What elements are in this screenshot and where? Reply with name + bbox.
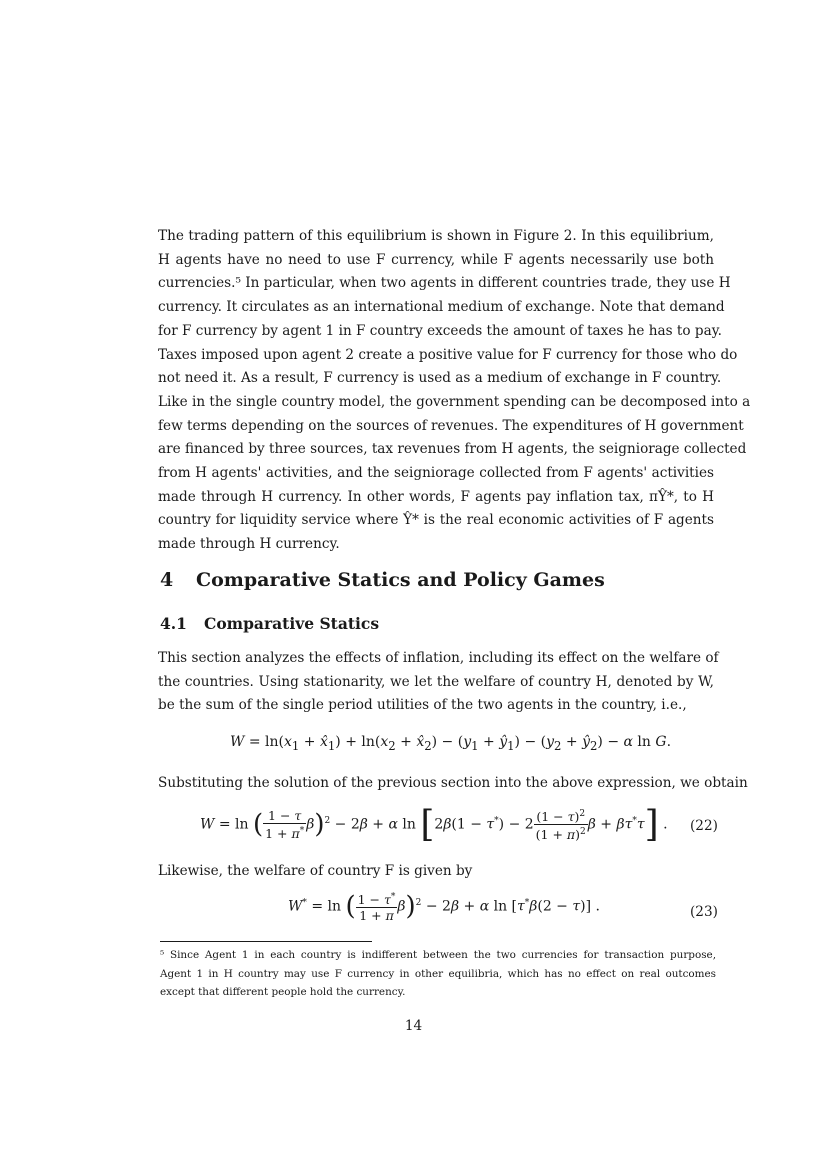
substituting-paragraph: [158, 772, 748, 796]
text-line: be the sum of the single period utilities of the two agents in the country, i.e.,: [158, 697, 687, 714]
likewise-paragraph: [158, 860, 714, 884]
footnote-rule: [160, 941, 372, 942]
text-line: few terms depending on the sources of revenues. The expenditures of H government: [158, 417, 744, 434]
text-line: from H agents' activities, and the seigniorage collected from F agents' activities: [158, 465, 714, 482]
text-line: made through H currency.: [158, 536, 340, 553]
footnote-line: Agent 1 in H country may use F currency in other equilibria, which has no effect on real outcomes: [160, 967, 716, 980]
text-line: made through H currency. In other words, F agents pay inflation tax, πŶ*, to H: [158, 488, 714, 505]
subsection-title: Comparative Statics: [204, 614, 380, 633]
footnote-line: ⁵ Since Agent 1 in each country is indifferent between the two currencies for transaction purpose,: [160, 949, 716, 961]
text-line: not need it. As a result, F currency is used as a medium of exchange in F country.: [158, 370, 722, 387]
subsection-heading: [160, 614, 379, 633]
equation-22: W = ln ( $\frac{1 - \tau}{1 + \pi^*}$ β)$^2$ − 2β + α ln [2β(1 − τ*) − 2 $\frac{(1 - \tau)^2}{(1 + \pi)^2}$ β + βτ*τ] .: [200, 804, 668, 845]
section-number: 4: [160, 569, 174, 591]
page-number: 14: [404, 1018, 423, 1034]
text-line: Taxes imposed upon agent 2 create a positive value for F currency for those who do: [158, 346, 738, 363]
text-line: for F currency by agent 1 in F country exceeds the amount of taxes he has to pay.: [158, 322, 722, 339]
text-line: H agents have no need to use F currency, while F agents necessarily use both: [158, 251, 714, 268]
text-line: currencies.⁵ In particular, when two agents in different countries trade, they use H: [158, 275, 731, 292]
equation-23-number: (23): [690, 904, 718, 920]
text-line: the countries. Using stationarity, we let the welfare of country H, denoted by W,: [158, 673, 714, 690]
footnote-line: except that different people hold the currency.: [160, 986, 406, 998]
footnote: [160, 946, 716, 1002]
equation-22-number: (22): [690, 818, 718, 834]
text-line: Likewise, the welfare of country F is given by: [158, 863, 473, 879]
text-line: currency. It circulates as an international medium of exchange. Note that demand: [158, 299, 725, 316]
text-line: This section analyzes the effects of inflation, including its effect on the welfare of: [158, 650, 719, 666]
equation-welfare-definition: $W = \ln(x_1$ + $x̂_1) + \ln(x_2$ + $x̂_2) - (y_1$ + $ŷ_1) - (y_2$ + $ŷ_2) - \alpha$ ln G.: [230, 734, 672, 753]
text-line: The trading pattern of this equilibrium is shown in Figure 2. In this equilibrium,: [158, 228, 714, 244]
text-line: country for liquidity service where Ŷ* is the real economic activities of F agents: [158, 512, 714, 529]
text-line: Substituting the solution of the previous section into the above expression, we obtain: [158, 775, 748, 791]
section-paragraph: [158, 647, 719, 718]
section-title: Comparative Statics and Policy Games: [196, 569, 605, 591]
section-heading: [160, 569, 605, 591]
intro-paragraph: [158, 225, 751, 557]
equation-23: W* = ln ( $\frac{1 - \tau^*}{1 + \pi}$ β)$^2$ − 2β + α ln [τ*β(2 − τ)] .: [288, 891, 600, 924]
text-line: Like in the single country model, the government spending can be decomposed into a: [158, 393, 751, 410]
text-line: are financed by three sources, tax revenues from H agents, the seigniorage collected: [158, 441, 747, 458]
subsection-number: 4.1: [160, 614, 187, 633]
